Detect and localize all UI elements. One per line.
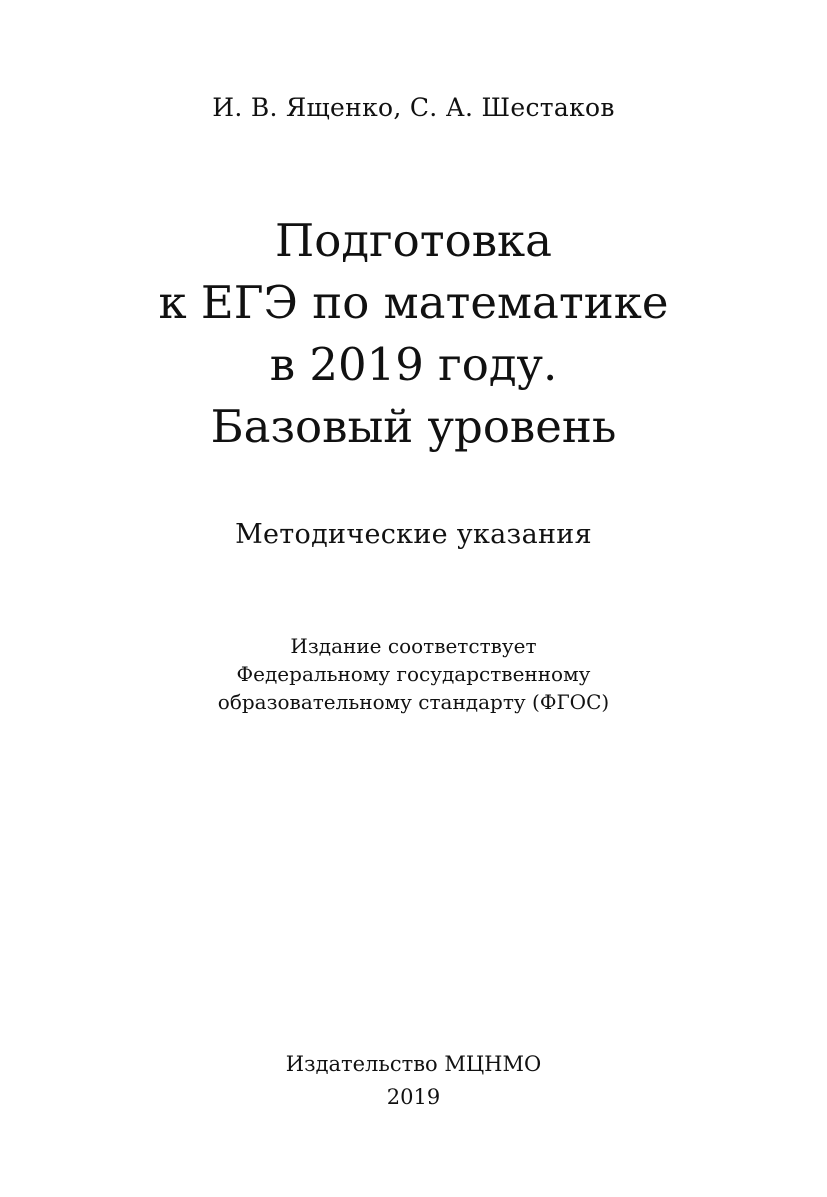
book-title-line-1: Подготовка xyxy=(275,214,552,267)
subtitle: Методические указания xyxy=(235,519,592,550)
standard-note-line-3: образовательному стандарту (ФГОС) xyxy=(217,690,610,714)
standard-note xyxy=(0,632,827,716)
standard-note-line-2: Федеральному государственному xyxy=(236,662,591,686)
publisher: Издательство МЦНМО xyxy=(285,1052,542,1076)
authors: И. В. Ященко, С. А. Шестаков xyxy=(212,93,615,122)
standard-note-line-1: Издание соответствует xyxy=(290,634,537,658)
publication-year: 2019 xyxy=(386,1085,441,1109)
book-title-line-3: в 2019 году. xyxy=(269,338,558,391)
book-title-line-2: к ЕГЭ по математике xyxy=(158,276,669,329)
book-title-line-4: Базовый уровень xyxy=(210,400,617,453)
book-title xyxy=(0,210,827,458)
